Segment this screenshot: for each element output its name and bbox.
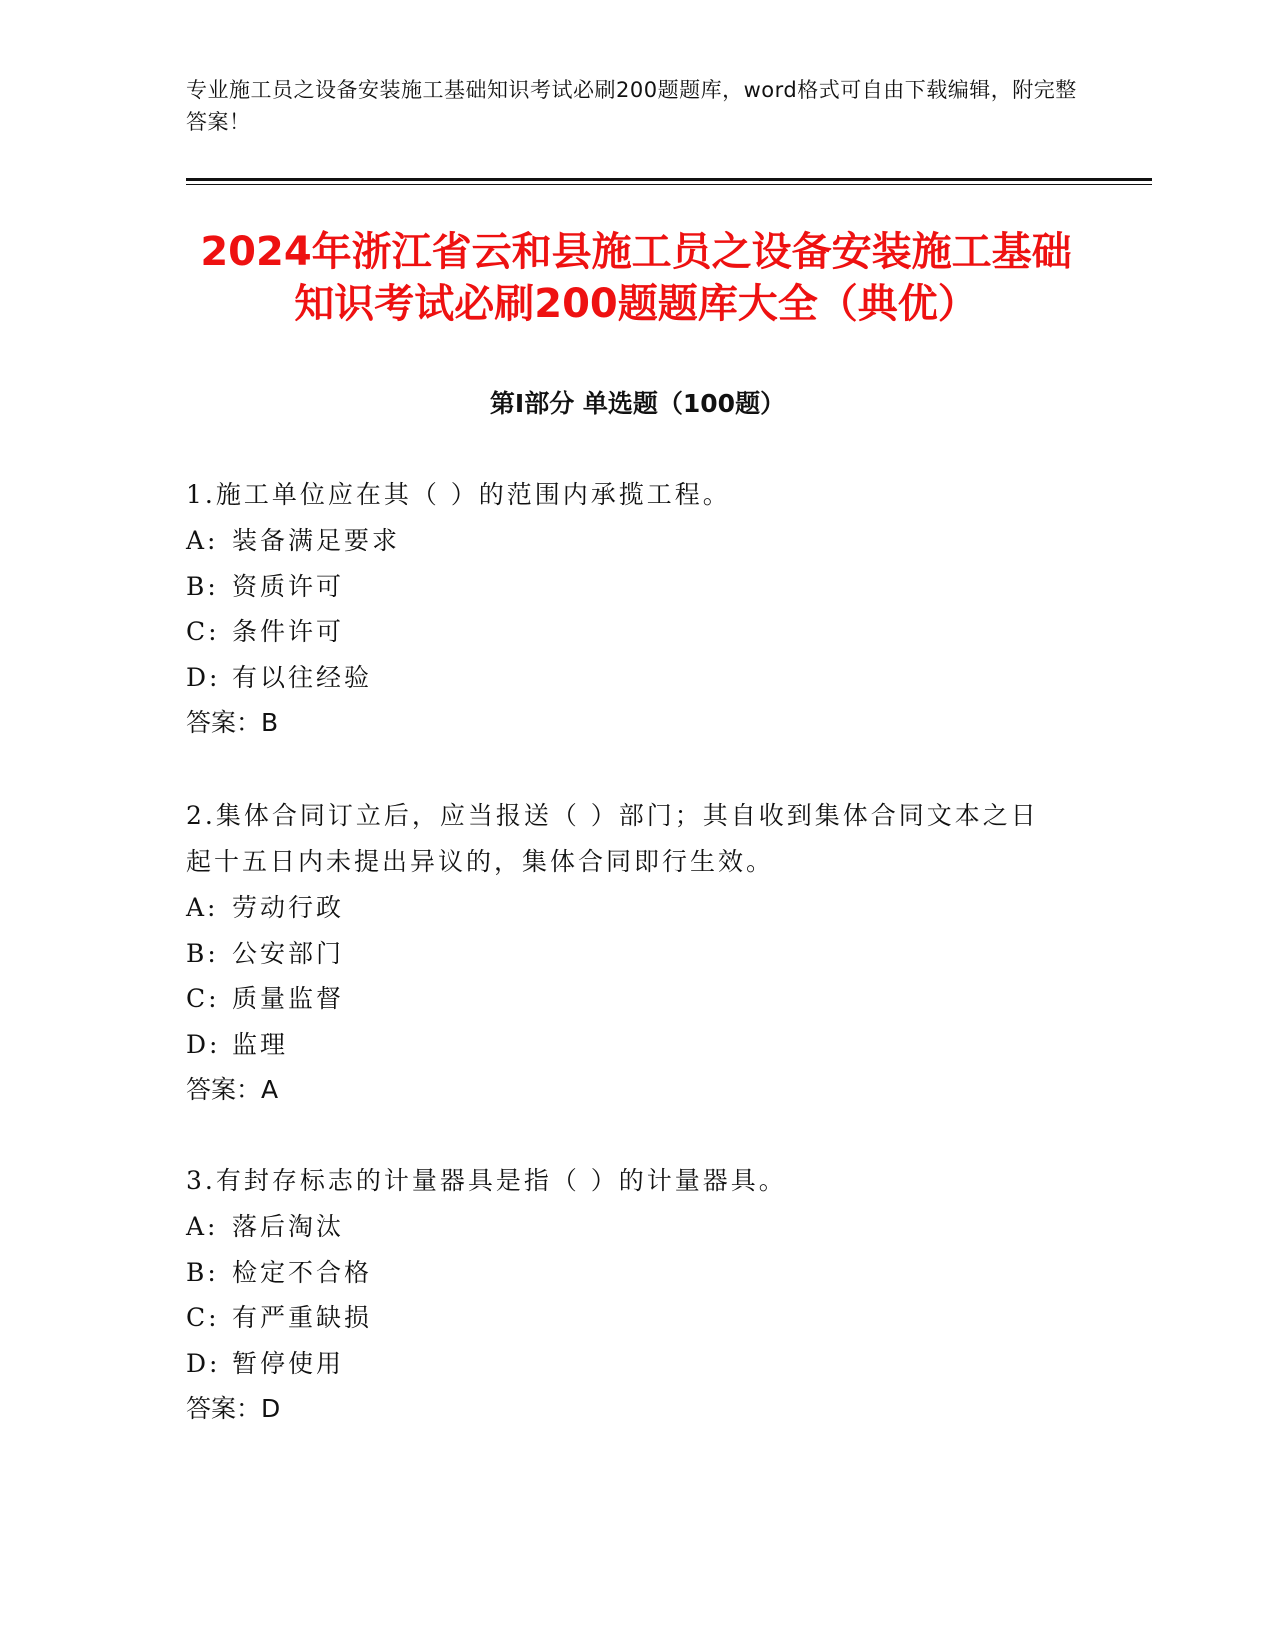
option-letter: D: [186,662,221,692]
option-d [186,1341,1066,1387]
option-text: 劳动行政 [232,893,345,922]
question-1 [186,472,1066,746]
option-b [186,564,1066,610]
question-3 [186,1158,1066,1432]
section-title: 第I部分 单选题（100题） [489,389,786,418]
option-text: 装备满足要求 [232,526,401,555]
option-a [186,885,1066,931]
document-title: 2024年浙江省云和县施工员之设备安装施工基础知识考试必刷200题题库大全（典优） [200,229,1072,327]
option-text: 检定不合格 [232,1257,373,1287]
option-text: 落后淘汰 [232,1212,345,1241]
option-c [186,976,1066,1022]
option-letter: C: [186,617,220,646]
option-text: 资质许可 [232,571,345,601]
option-letter: B: [186,1257,219,1287]
option-letter: C: [186,984,220,1013]
option-text: 监理 [232,1029,289,1059]
option-letter: D: [186,1029,221,1059]
answer: 答案：B [186,708,279,737]
option-text: 公安部门 [232,938,345,968]
option-letter: C: [186,1303,220,1332]
option-letter: B: [186,571,219,601]
answer: 答案：A [186,1075,279,1104]
answer: 答案：D [186,1394,281,1423]
option-b [186,1250,1066,1296]
option-text: 有以往经验 [232,662,373,692]
header-rule-thin [186,184,1152,185]
question-stem: 2.集体合同订立后，应当报送（ ）部门；其自收到集体合同文本之日起十五日内未提出异议的，集体合同即行生效。 [186,801,1039,876]
option-d [186,1022,1066,1068]
option-d [186,655,1066,701]
header-rule-thick [186,178,1152,181]
option-c [186,1295,1066,1341]
question-stem: 1.施工单位应在其（ ）的范围内承揽工程。 [186,480,731,509]
option-text: 条件许可 [232,617,345,646]
header-note: 专业施工员之设备安装施工基础知识考试必刷200题题库，word格式可自由下载编辑，附完整答案！ [186,78,1077,134]
option-c [186,609,1066,655]
question-2 [186,793,1066,1113]
question-stem: 3.有封存标志的计量器具是指（ ）的计量器具。 [186,1166,787,1195]
option-b [186,931,1066,977]
option-text: 暂停使用 [232,1348,345,1378]
option-letter: A: [186,526,219,555]
option-letter: A: [186,1212,219,1241]
option-a [186,1204,1066,1250]
option-letter: D: [186,1348,221,1378]
option-letter: B: [186,938,219,968]
option-letter: A: [186,893,219,922]
option-text: 质量监督 [232,984,345,1013]
option-a [186,518,1066,564]
option-text: 有严重缺损 [232,1303,373,1332]
